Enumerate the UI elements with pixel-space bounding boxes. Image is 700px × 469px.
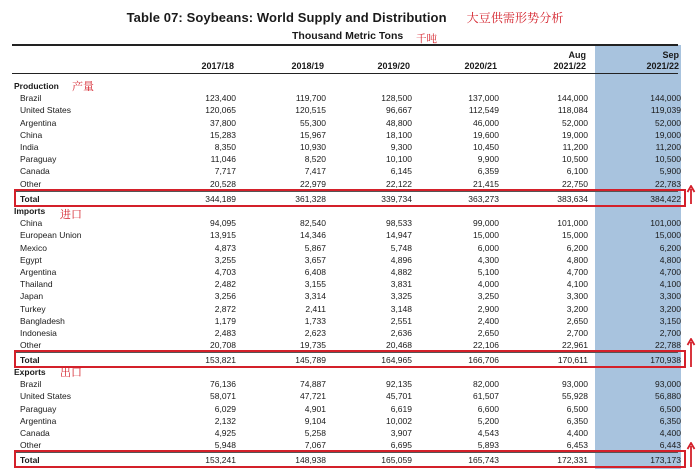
table-title [0, 9, 700, 26]
table-cell: 15,000 [473, 230, 499, 241]
table-cell: 165,743 [468, 455, 499, 466]
table-cell: 19,600 [473, 129, 499, 140]
row-label: Argentina [20, 267, 57, 277]
table-cell: 3,255 [214, 254, 236, 265]
table-cell: 4,400 [659, 428, 681, 438]
table-cell: 3,148 [390, 303, 412, 314]
table-cell: 22,106 [473, 340, 499, 351]
table-cell: 6,453 [566, 440, 588, 451]
table-cell: 18,100 [386, 129, 412, 140]
table-cell: 6,500 [566, 403, 588, 414]
header-bottom-rule [12, 73, 678, 74]
table-cell: 363,273 [468, 193, 499, 204]
section-annotation: 进口 [60, 209, 82, 221]
table-row [14, 427, 681, 439]
table-cell: 10,100 [386, 154, 412, 165]
table-cell: 2,483 [214, 328, 236, 338]
table-cell: 2,132 [214, 415, 236, 426]
table-cell: 3,150 [659, 315, 681, 326]
table-cell: 2,482 [214, 279, 236, 290]
table-cell: 119,039 [650, 105, 681, 116]
table-cell: 5,258 [304, 428, 326, 438]
table-cell: 153,821 [205, 355, 236, 366]
row-label: Canada [20, 428, 50, 438]
table-row [14, 92, 681, 104]
table-cell: 7,417 [304, 166, 326, 177]
table-cell: 9,300 [390, 142, 412, 152]
row-label: European Union [20, 230, 82, 241]
table-cell: 10,002 [386, 415, 412, 426]
row-label: Paraguay [20, 154, 57, 165]
column-header-year: 2021/22 [553, 61, 586, 71]
table-cell: 11,200 [562, 142, 588, 152]
table-cell: 170,611 [557, 355, 588, 366]
section-heading-imports [14, 205, 678, 217]
table-cell: 93,000 [655, 379, 681, 390]
table-cell: 165,059 [381, 455, 412, 466]
row-label: Egypt [20, 254, 42, 265]
up-arrow-icon [686, 442, 696, 468]
table-cell: 15,283 [210, 129, 236, 140]
table-row [14, 315, 681, 327]
table-cell: 2,623 [304, 328, 326, 338]
table-cell: 3,300 [659, 291, 681, 302]
table-cell: 339,734 [381, 193, 412, 204]
table-row [14, 242, 681, 254]
table-cell: 2,636 [390, 328, 412, 338]
table-cell: 6,408 [304, 267, 326, 277]
table-cell: 4,882 [390, 267, 412, 277]
table-cell: 6,100 [566, 166, 588, 177]
table-cell: 120,065 [205, 105, 236, 116]
column-header-year: 2018/19 [291, 61, 324, 71]
table-cell: 118,084 [557, 105, 588, 116]
row-label: Brazil [20, 93, 42, 104]
table-cell: 4,700 [566, 267, 588, 277]
table-cell: 2,411 [305, 303, 326, 314]
column-header-year: 2021/22 [646, 61, 679, 71]
table-row [14, 129, 681, 141]
table-cell: 3,314 [304, 291, 326, 302]
table-subtitle: Thousand Metric Tons [292, 30, 404, 42]
table-cell: 383,634 [557, 193, 588, 204]
table-cell: 2,400 [477, 315, 499, 326]
table-cell: 48,800 [386, 117, 412, 128]
table-row [14, 229, 681, 241]
table-cell: 3,300 [566, 291, 588, 302]
row-label: Mexico [20, 242, 47, 253]
table-cell: 4,300 [477, 254, 499, 265]
table-cell: 6,145 [390, 166, 412, 177]
table-cell: 3,831 [390, 279, 412, 290]
table-cell: 15,000 [655, 230, 681, 241]
header-top-rule [12, 44, 678, 46]
row-label: Brazil [20, 379, 42, 390]
table-cell: 4,873 [214, 242, 236, 253]
row-label: United States [20, 391, 72, 402]
table-cell: 3,250 [477, 291, 499, 302]
row-label: Indonesia [20, 328, 57, 338]
total-highlight-box [14, 189, 686, 207]
table-cell: 7,067 [304, 440, 326, 451]
table-cell: 8,350 [214, 142, 236, 152]
table-cell: 52,000 [562, 117, 588, 128]
table-cell: 22,750 [562, 178, 588, 189]
table-cell: 19,000 [562, 129, 588, 140]
table-cell: 172,331 [557, 455, 588, 466]
table-cell: 344,189 [205, 193, 236, 204]
table-row [14, 254, 681, 266]
total-label: Total [20, 455, 40, 466]
table-cell: 4,543 [477, 428, 499, 438]
row-label: Other [20, 178, 42, 189]
table-cell: 52,000 [655, 117, 681, 128]
section-label: Production [14, 81, 59, 91]
table-cell: 74,887 [300, 379, 326, 390]
table-cell: 22,788 [655, 340, 681, 351]
table-cell: 9,104 [304, 415, 326, 426]
table-cell: 384,422 [650, 193, 681, 204]
table-cell: 21,415 [473, 178, 499, 189]
table-cell: 20,468 [386, 340, 412, 351]
table-cell: 128,500 [381, 93, 412, 104]
table-cell: 6,200 [659, 242, 681, 253]
table-cell: 3,657 [304, 254, 326, 265]
total-label: Total [20, 355, 40, 366]
table-row [14, 165, 681, 177]
table-cell: 14,947 [386, 230, 412, 241]
table-cell: 6,500 [659, 403, 681, 414]
table-cell: 6,619 [390, 403, 412, 414]
column-header-year: 2017/18 [201, 61, 234, 71]
table-cell: 96,667 [386, 105, 412, 116]
total-label: Total [20, 193, 40, 204]
table-cell: 4,100 [659, 279, 681, 290]
table-cell: 2,700 [659, 328, 681, 338]
table-cell: 2,900 [477, 303, 499, 314]
row-label: Other [20, 440, 42, 451]
table-cell: 101,000 [557, 218, 588, 229]
table-cell: 8,520 [304, 154, 326, 165]
column-header-year: 2019/20 [377, 61, 410, 71]
table-cell: 5,200 [477, 415, 499, 426]
table-cell: 55,300 [300, 117, 326, 128]
table-cell: 1,733 [304, 315, 326, 326]
table-row [14, 290, 681, 302]
row-label: Thailand [20, 279, 53, 290]
table-cell: 4,896 [390, 254, 412, 265]
table-cell: 10,450 [473, 142, 499, 152]
row-label: China [20, 129, 43, 140]
table-cell: 3,155 [304, 279, 326, 290]
table-cell: 76,136 [210, 379, 236, 390]
table-cell: 19,000 [655, 129, 681, 140]
table-cell: 94,095 [210, 218, 236, 229]
table-cell: 10,930 [300, 142, 326, 152]
up-arrow-icon [686, 338, 696, 368]
total-highlight-box [14, 350, 686, 368]
table-row [14, 415, 681, 427]
table-cell: 4,901 [304, 403, 326, 414]
table-cell: 6,359 [477, 166, 499, 177]
table-cell: 3,256 [214, 291, 236, 302]
title-text: Table 07: Soybeans: World Supply and Distribution [126, 10, 447, 25]
row-label: United States [20, 105, 72, 116]
row-label: Other [20, 340, 42, 351]
table-cell: 55,928 [562, 391, 588, 402]
table-row [14, 141, 681, 153]
table-cell: 45,701 [386, 391, 412, 402]
total-highlight-box [14, 450, 686, 468]
table-cell: 5,948 [214, 440, 236, 451]
table-row [14, 217, 681, 229]
table-cell: 6,350 [659, 415, 681, 426]
table-cell: 82,540 [300, 218, 326, 229]
table-cell: 58,071 [210, 391, 236, 402]
row-label: Paraguay [20, 403, 57, 414]
row-label: Canada [20, 166, 50, 177]
table-cell: 3,200 [566, 303, 588, 314]
table-row [14, 117, 681, 129]
table-cell: 22,122 [386, 178, 412, 189]
table-cell: 56,880 [655, 391, 681, 402]
section-annotation: 出口 [60, 367, 82, 379]
table-cell: 119,700 [295, 93, 326, 104]
table-cell: 11,046 [210, 154, 236, 165]
table-cell: 137,000 [468, 93, 499, 104]
table-cell: 6,000 [477, 242, 499, 253]
table-cell: 98,533 [386, 218, 412, 229]
table-cell: 2,650 [477, 328, 499, 338]
table-cell: 5,748 [390, 242, 412, 253]
table-cell: 2,650 [566, 315, 588, 326]
table-cell: 13,915 [210, 230, 236, 241]
table-cell: 37,800 [210, 117, 236, 128]
table-cell: 20,528 [210, 178, 236, 189]
table-cell: 22,961 [562, 340, 588, 351]
table-cell: 148,938 [295, 455, 326, 466]
table-cell: 5,893 [477, 440, 499, 451]
table-cell: 4,100 [566, 279, 588, 290]
table-cell: 144,000 [557, 93, 588, 104]
column-header-top: Sep [662, 50, 679, 60]
table-cell: 166,706 [468, 355, 499, 366]
table-cell: 4,800 [566, 254, 588, 265]
row-label: Argentina [20, 117, 57, 128]
table-cell: 6,443 [659, 440, 681, 451]
table-cell: 164,965 [381, 355, 412, 366]
title-annotation: 大豆供需形势分析 [466, 11, 564, 25]
section-label: Exports [14, 367, 46, 377]
table-cell: 361,328 [295, 193, 326, 204]
table-cell: 101,000 [650, 218, 681, 229]
table-cell: 22,979 [300, 178, 326, 189]
table-cell: 144,000 [650, 93, 681, 104]
table-cell: 4,703 [214, 267, 236, 277]
table-cell: 3,325 [390, 291, 412, 302]
table-row [14, 303, 681, 315]
table-cell: 3,200 [659, 303, 681, 314]
table-cell: 15,967 [300, 129, 326, 140]
table-cell: 46,000 [473, 117, 499, 128]
table-cell: 15,000 [562, 230, 588, 241]
table-cell: 153,241 [205, 455, 236, 466]
table-cell: 123,400 [205, 93, 236, 104]
table-cell: 93,000 [562, 379, 588, 390]
table-cell: 2,551 [390, 315, 412, 326]
table-cell: 7,717 [214, 166, 236, 177]
table-cell: 170,938 [650, 355, 681, 366]
table-cell: 92,135 [386, 379, 412, 390]
table-cell: 6,200 [566, 242, 588, 253]
table-cell: 112,549 [468, 105, 499, 116]
table-cell: 10,500 [655, 154, 681, 165]
table-cell: 4,800 [659, 254, 681, 265]
table-row [14, 327, 681, 339]
table-cell: 4,925 [214, 428, 236, 438]
table-cell: 6,600 [477, 403, 499, 414]
table-cell: 1,179 [214, 315, 236, 326]
table-row [14, 278, 681, 290]
table-cell: 9,900 [477, 154, 499, 165]
row-label: Turkey [20, 303, 46, 314]
table-cell: 4,000 [477, 279, 499, 290]
table-cell: 4,400 [566, 428, 588, 438]
section-annotation: 产量 [72, 81, 94, 93]
table-cell: 82,000 [473, 379, 499, 390]
table-cell: 11,200 [655, 142, 681, 152]
table-row [14, 104, 681, 116]
table-cell: 6,029 [214, 403, 236, 414]
row-label: India [20, 142, 39, 152]
section-heading-production [14, 80, 678, 92]
table-cell: 14,346 [300, 230, 326, 241]
table-row [14, 266, 681, 278]
table-cell: 2,700 [566, 328, 588, 338]
table-cell: 5,100 [477, 267, 499, 277]
table-cell: 3,907 [390, 428, 412, 438]
row-label: Japan [20, 291, 44, 302]
table-cell: 5,900 [659, 166, 681, 177]
table-row [14, 403, 681, 415]
section-label: Imports [14, 206, 46, 216]
table-cell: 22,783 [655, 178, 681, 189]
table-cell: 61,507 [473, 391, 499, 402]
table-row [14, 153, 681, 165]
table-cell: 2,872 [214, 303, 236, 314]
table-row [14, 390, 681, 402]
table-cell: 5,867 [304, 242, 326, 253]
table-cell: 6,350 [566, 415, 588, 426]
table-cell: 173,173 [650, 455, 681, 466]
table-cell: 47,721 [300, 391, 326, 402]
table-cell: 20,708 [210, 340, 236, 351]
table-cell: 99,000 [473, 218, 499, 229]
column-header-year: 2020/21 [464, 61, 497, 71]
up-arrow-icon [686, 185, 696, 205]
table-cell: 4,700 [659, 267, 681, 277]
table-row [14, 378, 681, 390]
row-label: Argentina [20, 415, 57, 426]
table-cell: 19,735 [300, 340, 326, 351]
table-cell: 145,789 [295, 355, 326, 366]
column-header-top: Aug [568, 50, 586, 60]
unit-annotation: 千吨 [416, 33, 437, 45]
row-label: China [20, 218, 43, 229]
table-cell: 6,695 [390, 440, 412, 451]
table-cell: 120,515 [295, 105, 326, 116]
row-label: Bangladesh [20, 315, 65, 326]
table-cell: 10,500 [562, 154, 588, 165]
